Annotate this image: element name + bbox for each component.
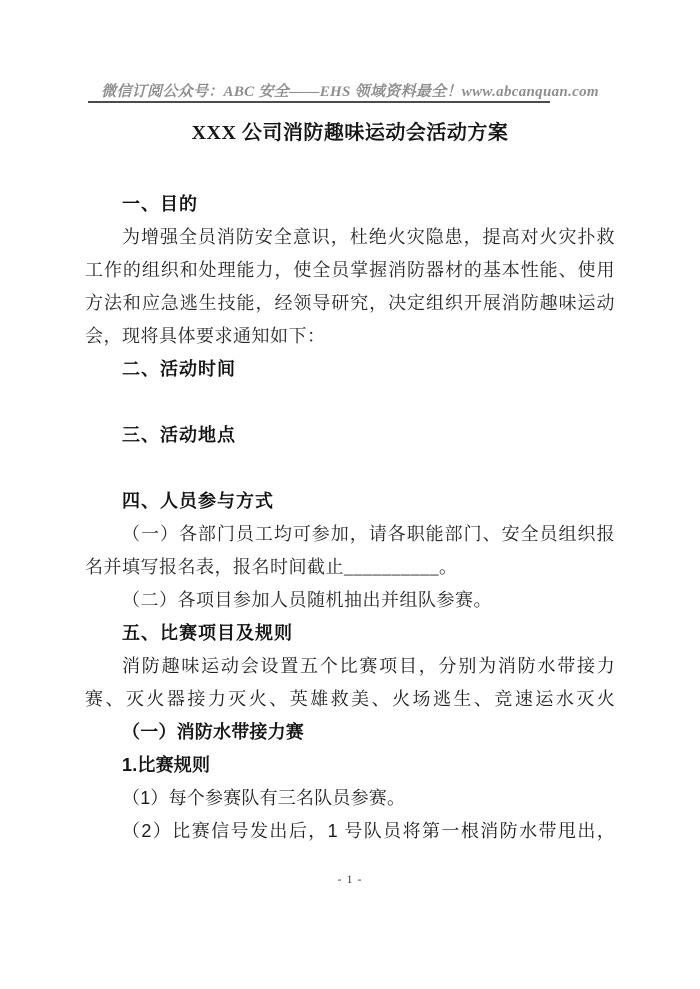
heading-section-4-participation: 四、人员参与方式 (122, 491, 274, 511)
heading-section-2-time: 二、活动时间 (122, 359, 236, 379)
heading-section-5-rules: 五、比赛项目及规则 (122, 623, 293, 643)
para-participation-1-line-1: （一）各部门员工均可参加，请各职能部门、安全员组织报 (122, 524, 615, 544)
subheading-competition-rules: 1.比赛规则 (122, 755, 211, 775)
subheading-event-1-hose-relay: （一）消防水带接力赛 (122, 722, 304, 742)
document-title: XXX 公司消防趣味运动会活动方案 (191, 122, 509, 144)
para-events-line-1: 消防趣味运动会设置五个比赛项目，分别为消防水带接力 (122, 656, 615, 676)
heading-section-1-purpose: 一、目的 (122, 194, 198, 214)
heading-section-3-location: 三、活动地点 (122, 425, 236, 445)
para-participation-2: （二）各项目参加人员随机抽出并组队参赛。 (122, 590, 492, 610)
para-purpose-line-4: 会，现将具体要求通知如下： (85, 326, 326, 346)
header-underline (88, 101, 550, 103)
para-events-line-2: 赛、灭火器接力灭火、英雄救美、火场逃生、竞速运水灭火 (85, 689, 615, 709)
rule-item-1: （1）每个参赛队有三名队员参赛。 (122, 788, 406, 808)
blank-line (85, 452, 615, 485)
para-purpose-line-3: 方法和应急逃生技能，经领导研究，决定组织开展消防趣味运动 (85, 293, 615, 313)
blank-line (85, 386, 615, 419)
page-number: - 1 - (337, 872, 363, 886)
para-purpose-line-1: 为增强全员消防安全意识，杜绝火灾隐患，提高对火灾扑救 (122, 227, 615, 247)
document-body (85, 188, 615, 848)
rule-item-2: （2）比赛信号发出后，1 号队员将第一根消防水带甩出， (122, 821, 615, 841)
para-purpose-line-2: 工作的组织和处理能力，使全员掌握消防器材的基本性能、使用 (85, 260, 615, 280)
para-participation-1-line-2: 名并填写报名表，报名时间截止__________。 (85, 557, 458, 577)
header-watermark-text: 微信订阅公众号：ABC 安全——EHS 领域资料最全！www.abcanquan.com (101, 84, 599, 100)
